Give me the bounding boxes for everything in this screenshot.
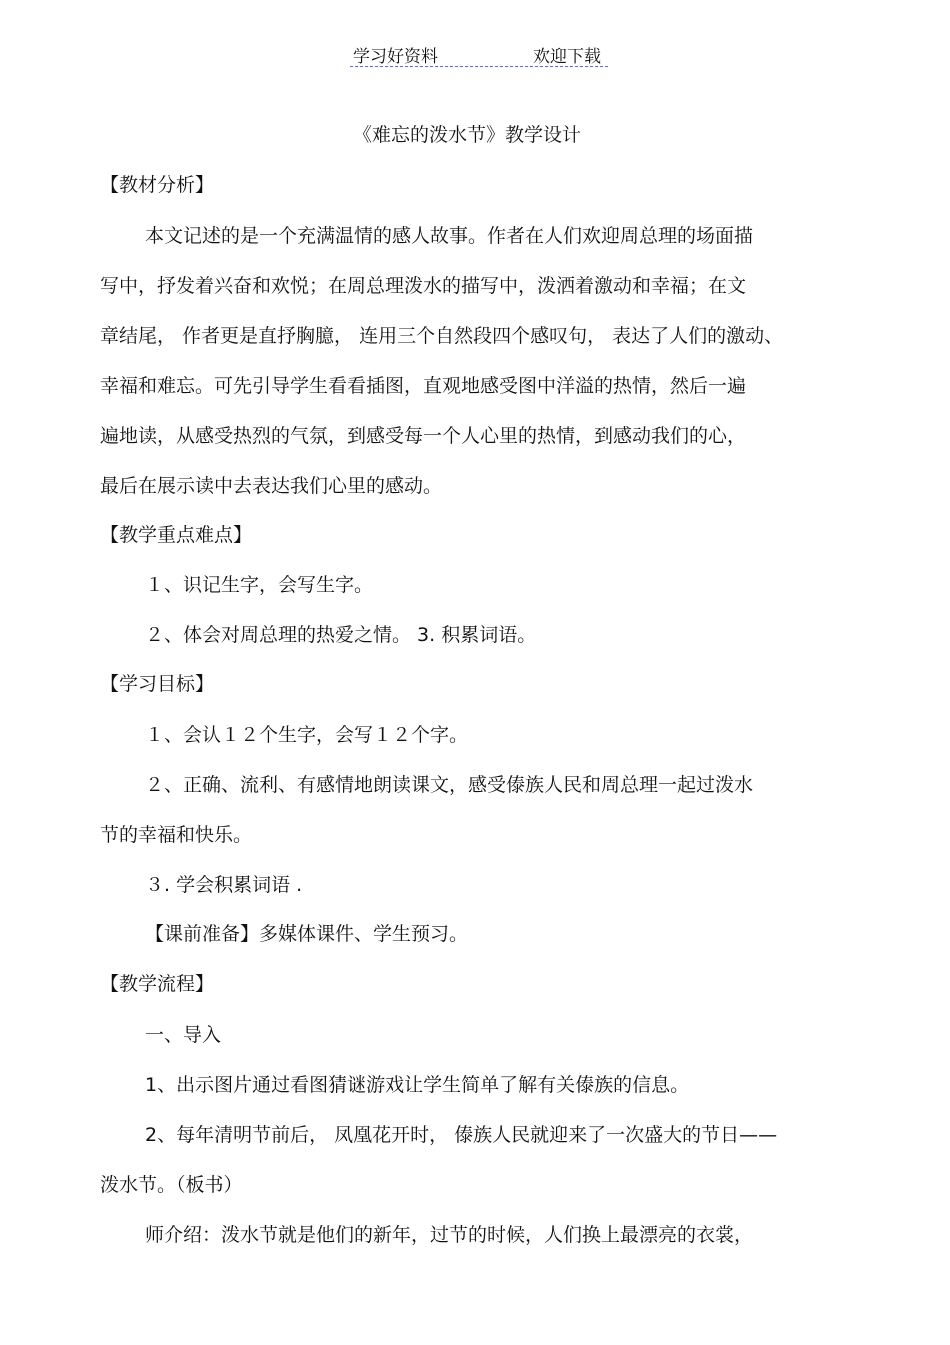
page-header bbox=[350, 40, 608, 67]
paragraph-line: 最后在展示读中去表达我们心里的感动。 bbox=[100, 475, 443, 497]
paragraph-line: 本文记述的是一个充满温情的感人故事。作者在人们欢迎周总理的场面描 bbox=[145, 225, 754, 247]
list-item-continuation: 节的幸福和快乐。 bbox=[100, 824, 253, 846]
section-heading-teaching-process: 【教学流程】 bbox=[100, 973, 215, 995]
paragraph-line: 章结尾， 作者更是直抒胸臆， 连用三个自然段四个感叹句， 表达了人们的激动、 bbox=[100, 325, 784, 347]
paragraph-line: 遍地读，从感受热烈的气氛，到感受每一个人心里的热情，到感动我们的心， bbox=[100, 425, 747, 447]
paragraph-line: 写中，抒发着兴奋和欢悦；在周总理泼水的描写中，泼洒着激动和幸福；在文 bbox=[100, 275, 747, 297]
section-heading-key-points: 【教学重点难点】 bbox=[100, 524, 253, 546]
preparation-line: 【课前准备】多媒体课件、学生预习。 bbox=[145, 923, 469, 945]
header-left-text: 学习好资料 bbox=[353, 47, 438, 67]
list-item-continuation: 泼水节。（板书） bbox=[100, 1174, 243, 1196]
document-title: 《难忘的泼水节》教学设计 bbox=[353, 124, 582, 146]
header-right-text: 欢迎下载 bbox=[533, 47, 601, 67]
list-item: 2、每年清明节前后， 凤凰花开时， 傣族人民就迎来了一次盛大的节日—— bbox=[145, 1124, 778, 1146]
section-heading-learning-goals: 【学习目标】 bbox=[100, 673, 215, 695]
section-heading-textbook-analysis: 【教材分析】 bbox=[100, 174, 215, 196]
list-item: ２、正确、流利、有感情地朗读课文，感受傣族人民和周总理一起过泼水 bbox=[145, 774, 754, 796]
list-item: ２、体会对周总理的热爱之情。 3. 积累词语。 bbox=[145, 624, 537, 646]
paragraph-line: 幸福和难忘。可先引导学生看看插图，直观地感受图中洋溢的热情，然后一遍 bbox=[100, 375, 747, 397]
paragraph-line: 师介绍：泼水节就是他们的新年，过节的时候，人们换上最漂亮的衣裳， bbox=[145, 1224, 754, 1246]
list-item: ３. 学会积累词语 . bbox=[145, 874, 303, 896]
list-item: 1、出示图片通过看图猜谜游戏让学生简单了解有关傣族的信息。 bbox=[145, 1074, 690, 1096]
list-item: １、识记生字，会写生字。 bbox=[145, 574, 374, 596]
list-item: １、会认１２个生字，会写１２个字。 bbox=[145, 724, 469, 746]
subsection-heading-intro: 一、导入 bbox=[145, 1024, 222, 1046]
